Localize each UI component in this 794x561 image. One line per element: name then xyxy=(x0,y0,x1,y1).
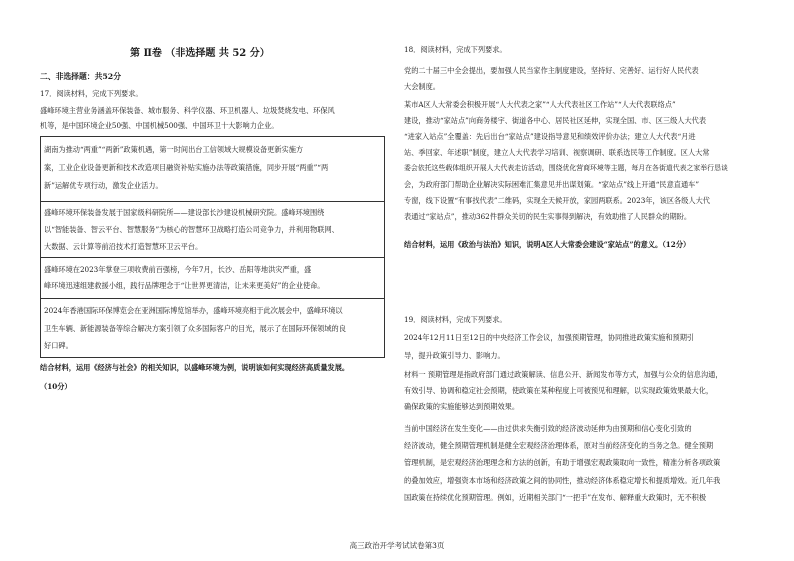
box-para-3-line: 盛峰环境在2023年掌登三项收费前百强榜，今年7月，长沙、岳阳等地洪灾严重，盛 xyxy=(44,265,312,274)
q17-score: （10分） xyxy=(40,382,72,391)
box-para-2-line: 盛峰环境环保装备发展于国家级科研院所——建设部长沙建设机械研究院。盛峰环境围绕 xyxy=(44,208,325,217)
box-para-4-line: 卫生车辆、新能源装备等综合解决方案引领了众多国际客户的目光，展示了在国际环保领域的良 xyxy=(44,324,346,333)
q18-p2-line: 会，为政府部门帮助企业解决实际困难汇集意见并出谋划策。“家站点”线上开通“民意直通车” xyxy=(404,180,700,189)
q19-material1-line: 确保政策的实施能够达到预期效果。 xyxy=(404,402,520,411)
q19-p2-line: 的叠加效应，增强资本市场和经济政策之间的协同性，推动经济体系稳定增长和提质增效。近几年我 xyxy=(404,476,721,485)
box-divider xyxy=(40,298,385,299)
box-divider xyxy=(40,201,385,202)
q19-material1-line: 材料一 预期管理是指政府部门通过政策解读、信息公开、新闻发布等方式，加强与公众的信息沟通， xyxy=(404,370,723,379)
q17-question: 结合材料，运用《经济与社会》的相关知识，以盛峰环境为例，说明该如何实现经济高质量发展。 xyxy=(40,363,350,372)
q18-p2-line: 委会依托这些载体组织开展人大代表走访活动，围绕优化营商环境等主题，每月在各街道代表之家举行恳谈 xyxy=(404,164,728,172)
box-divider xyxy=(40,257,385,258)
box-para-2-line: 大数据、云计算等前沿技术打造智慧环卫云平台。 xyxy=(44,242,203,251)
q19-p1-line: 导，提升政策引导力、影响力。 xyxy=(404,351,505,360)
part-title: 第 Ⅱ卷 （非选择题 共 52 分） xyxy=(130,48,270,59)
q18-intro: 18．阅读材料，完成下列要求。 xyxy=(404,45,507,54)
q19-material1-line: 有效引导、协调和稳定社会预期，使政策在某种程度上可被预见和理解，以实现政策效果最大化， xyxy=(404,386,714,395)
section-heading: 二、非选择题：共52分 xyxy=(40,72,122,81)
q18-p2-line: 某市A区人大常委会积极开展“人大代表之家”“人大代表社区工作站”“人大代表联络点” xyxy=(404,100,676,109)
q18-p1-line: 大会制度。 xyxy=(404,82,440,91)
q19-p1-line: 2024年12月11日至12日的中央经济工作会议，加强预期管理，协同推进政策实施和预期引 xyxy=(404,333,695,342)
page-footer: 高三政治开学考试试卷第3页 xyxy=(349,541,445,550)
box-para-1-line: 案，工业企业设备更新和技术改造项目融资补贴实施办法等政策措施，同步开展“两重”“两 xyxy=(44,163,329,172)
box-para-3-line: 峰环境迅速组建救援小组，践行品牌理念于“让世界更清洁，让未来更美好”的企业使命。 xyxy=(44,281,325,290)
q18-p2-line: 专窗，线下设置“有事找代表”二维码，实现全天候开放，家园两联系。2023年，该区各级人大代 xyxy=(404,196,710,205)
box-para-4-line: 2024年香港国际环保博览会在亚洲国际博览馆举办，盛峰环境亮相于此次展会中，盛峰环境以 xyxy=(44,306,343,315)
q18-question: 结合材料，运用《政治与法治》知识，说明A区人大常委会建设“家站点”的意义。（12分） xyxy=(404,240,691,249)
q18-p2-line: “进家入站点”全覆盖：先后出台“家站点”建设指导意见和绩效评价办法；建立人大代表“月进 xyxy=(404,132,696,141)
q18-p2-line: 站、季回家、年述职”制度，建立人大代表学习培训、视察调研、联系选民等工作制度。区人大常 xyxy=(404,148,710,157)
box-para-2-line: 以“智能装备、智云平台、智慧服务”为核心的智慧环卫战略打造公司竞争力，并利用物联网、 xyxy=(44,225,339,234)
q19-intro: 19．阅读材料，完成下列要求。 xyxy=(404,315,507,324)
box-para-1-line: 新”运解优专项行动，激发企业活力。 xyxy=(44,181,163,190)
q17-paragraph-line: 盛峰环境主营业务涵盖环保装备、城市服务、科学仪器、环卫机器人、垃圾焚烧发电、环保风 xyxy=(40,106,335,115)
q19-p2-line: 当前中国经济在发生变化——由过供求失衡引致的经济波动延伸为由预期和信心变化引致的 xyxy=(404,424,692,433)
box-para-4-line: 好口碑。 xyxy=(44,341,73,350)
q17-intro: 17．阅读材料，完成下列要求。 xyxy=(40,89,143,98)
q19-p2-line: 经济波动，健全预期管理机制是健全宏观经济治理体系，原对当前经济变化的当务之急。健全预期 xyxy=(404,441,714,450)
box-para-1-line: 湖南为推动“两重”“两新”政策机遇，第一时间出台工信领域大规模设备更新实施方 xyxy=(44,145,304,154)
q19-p2-line: 国政策在持续优化预期管理。例如，近期相关部门“一把手”在发布、解释重大政策时，无不积极 xyxy=(404,493,707,502)
q19-p2-line: 管理机制，是宏观经济治理理念和方法的创新，有助于增强宏观政策取向一致性，精准分析各项政策 xyxy=(404,458,721,467)
q18-p2-line: 建设，推动“家站点”向商务楼宇、街道各中心、居民社区延伸，实现全国、市、区三级人大代表 xyxy=(404,116,707,125)
q18-p1-line: 党的二十届三中全会提出，要加强人民当家作主制度建设，坚持好、完善好、运行好人民代表 xyxy=(404,66,699,75)
q18-p2-line: 表通过“家站点”，推动362件群众关切的民生实事得到解决，有效助推了人民群众的期盼。 xyxy=(404,212,692,221)
q17-paragraph-line: 机等，是中国环境企业50强、中国机械500强、中国环卫十大影响力企业。 xyxy=(40,121,279,130)
